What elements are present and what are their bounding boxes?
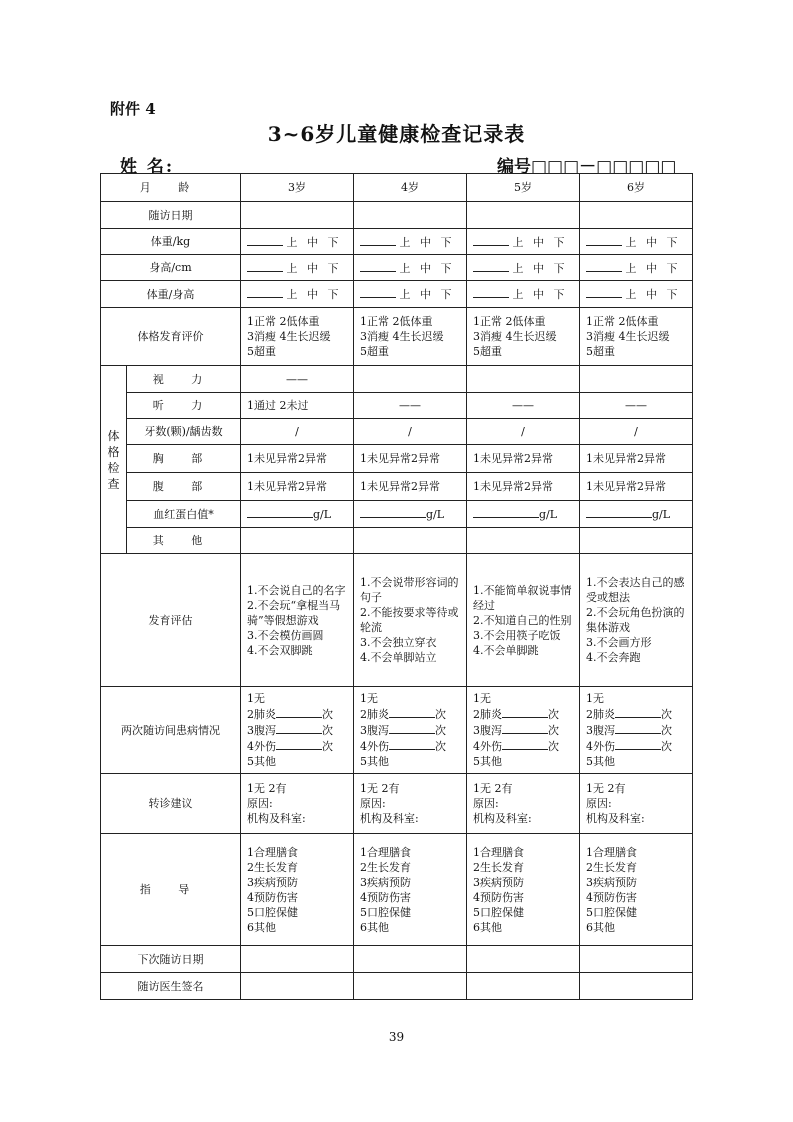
weight-height-field[interactable] <box>580 281 693 308</box>
vision-row <box>101 366 693 393</box>
page-number: 39 <box>388 1030 405 1044</box>
hearing-label: 听 力 <box>127 393 241 419</box>
height-field[interactable] <box>580 255 693 281</box>
exam-other-field[interactable] <box>241 528 354 554</box>
grade-options: 上 中 下 <box>625 288 681 301</box>
exam-other-field[interactable] <box>467 528 580 554</box>
illness-options[interactable]: 1无 2肺炎 次 3腹泻 次 4外伤 次 5其他 <box>580 687 693 774</box>
abdomen-field[interactable]: 1未见异常2异常 <box>241 473 354 501</box>
doctor-sign-label: 随访医生签名 <box>101 973 241 1000</box>
weight-height-field[interactable] <box>354 281 467 308</box>
chest-field[interactable]: 1未见异常2异常 <box>241 445 354 473</box>
physical-exam-group-label <box>101 366 127 554</box>
teeth-field[interactable]: / <box>241 419 354 445</box>
growth-eval-label: 体格发育评价 <box>101 308 241 366</box>
guidance-options[interactable]: 1合理膳食 2生长发育 3疾病预防 4预防伤害 5口腔保健 6其他 <box>467 834 580 946</box>
hemoglobin-field[interactable]: g/L <box>580 501 693 528</box>
height-row <box>101 255 693 281</box>
physical-exam-char: 检 <box>107 460 120 475</box>
grade-options: 上 中 下 <box>286 235 342 249</box>
visit-date-field[interactable] <box>580 202 693 229</box>
exam-other-row <box>101 528 693 554</box>
physical-exam-char: 体 <box>107 428 120 443</box>
abdomen-row <box>101 473 693 501</box>
teeth-field[interactable]: / <box>580 419 693 445</box>
chest-label: 胸 部 <box>127 445 241 473</box>
vision-3y: —— <box>241 366 354 393</box>
doctor-sign-field[interactable] <box>580 973 693 1000</box>
next-visit-field[interactable] <box>580 946 693 973</box>
grade-options: 上 中 下 <box>512 235 568 249</box>
hemoglobin-field[interactable]: g/L <box>241 501 354 528</box>
hearing-3y[interactable]: 1通过 2未过 <box>241 393 354 419</box>
teeth-field[interactable]: / <box>354 419 467 445</box>
guidance-options[interactable]: 1合理膳食 2生长发育 3疾病预防 4预防伤害 5口腔保健 6其他 <box>241 834 354 946</box>
weight-field[interactable] <box>241 229 354 255</box>
grade-options: 上 中 下 <box>512 261 568 275</box>
vision-label: 视 力 <box>127 366 241 393</box>
dev-eval-options-3y[interactable]: 1.不会说自己的名字 2.不会玩“拿棍当马骑”等假想游戏 3.不会模仿画圆 4.不会双脚跳 <box>241 554 354 687</box>
referral-options[interactable]: 1无 2有 原因: 机构及科室: <box>241 774 354 834</box>
weight-label: 体重/kg <box>101 229 241 255</box>
doctor-sign-field[interactable] <box>354 973 467 1000</box>
grade-options: 上 中 下 <box>512 288 568 301</box>
chest-field[interactable]: 1未见异常2异常 <box>580 445 693 473</box>
growth-eval-options[interactable]: 1正常 2低体重 3消瘦 4生长迟缓 5超重 <box>580 308 693 366</box>
visit-date-field[interactable] <box>241 202 354 229</box>
growth-eval-options[interactable]: 1正常 2低体重 3消瘦 4生长迟缓 5超重 <box>467 308 580 366</box>
next-visit-row <box>101 946 693 973</box>
grade-options: 上 中 下 <box>625 235 681 249</box>
weight-row <box>101 229 693 255</box>
weight-height-label: 体重/身高 <box>101 281 241 308</box>
abdomen-label: 腹 部 <box>127 473 241 501</box>
referral-options[interactable]: 1无 2有 原因: 机构及科室: <box>354 774 467 834</box>
guidance-options[interactable]: 1合理膳食 2生长发育 3疾病预防 4预防伤害 5口腔保健 6其他 <box>580 834 693 946</box>
teeth-row <box>101 419 693 445</box>
exam-other-label: 其 他 <box>127 528 241 554</box>
weight-field[interactable] <box>354 229 467 255</box>
exam-other-field[interactable] <box>580 528 693 554</box>
abdomen-field[interactable]: 1未见异常2异常 <box>580 473 693 501</box>
vision-field[interactable] <box>467 366 580 393</box>
grade-options: 上 中 下 <box>625 261 681 275</box>
grade-options: 上 中 下 <box>399 288 455 301</box>
height-field[interactable] <box>354 255 467 281</box>
exam-other-field[interactable] <box>354 528 467 554</box>
growth-eval-options[interactable]: 1正常 2低体重 3消瘦 4生长迟缓 5超重 <box>354 308 467 366</box>
illness-options[interactable]: 1无 2肺炎 次 3腹泻 次 4外伤 次 5其他 <box>354 687 467 774</box>
grade-options: 上 中 下 <box>399 261 455 275</box>
dev-eval-options-4y[interactable]: 1.不会说带形容词的句子 2.不能按要求等待或轮流 3.不会独立穿衣 4.不会单脚站立 <box>354 554 467 687</box>
teeth-field[interactable]: / <box>467 419 580 445</box>
hemoglobin-field[interactable]: g/L <box>467 501 580 528</box>
abdomen-field[interactable]: 1未见异常2异常 <box>467 473 580 501</box>
height-field[interactable] <box>241 255 354 281</box>
name-label: 姓 名: <box>120 157 175 177</box>
vision-field[interactable] <box>580 366 693 393</box>
grade-options: 上 中 下 <box>286 261 342 275</box>
hemoglobin-label: 血红蛋白值* <box>127 501 241 528</box>
physical-exam-char: 格 <box>107 444 120 459</box>
teeth-label: 牙数(颗)/龋齿数 <box>127 419 241 445</box>
dev-eval-options-6y[interactable]: 1.不会表达自己的感受或想法 2.不会玩角色扮演的集体游戏 3.不会画方形 4.不会奔跑 <box>580 554 693 687</box>
doctor-sign-field[interactable] <box>241 973 354 1000</box>
referral-options[interactable]: 1无 2有 原因: 机构及科室: <box>467 774 580 834</box>
abdomen-field[interactable]: 1未见异常2异常 <box>354 473 467 501</box>
age-row <box>101 174 693 202</box>
age-label: 月 龄 <box>101 174 241 202</box>
dev-eval-options-5y[interactable]: 1.不能简单叙说事情经过 2.不知道自己的性别 3.不会用筷子吃饭 4.不会单脚跳 <box>467 554 580 687</box>
next-visit-label: 下次随访日期 <box>101 946 241 973</box>
weight-height-field[interactable] <box>241 281 354 308</box>
hearing-na: —— <box>354 393 467 419</box>
chest-field[interactable]: 1未见异常2异常 <box>467 445 580 473</box>
referral-options[interactable]: 1无 2有 原因: 机构及科室: <box>580 774 693 834</box>
col-4y: 4岁 <box>354 174 467 202</box>
form-title: 3~6岁儿童健康检查记录表 <box>267 122 526 146</box>
referral-label: 转诊建议 <box>101 774 241 834</box>
doctor-sign-row <box>101 973 693 1000</box>
guidance-row <box>101 834 693 946</box>
weight-height-field[interactable] <box>467 281 580 308</box>
hearing-na: —— <box>580 393 693 419</box>
visit-date-row <box>101 202 693 229</box>
grade-options: 上 中 下 <box>399 235 455 249</box>
illness-row <box>101 687 693 774</box>
doctor-sign-field[interactable] <box>467 973 580 1000</box>
visit-date-field[interactable] <box>354 202 467 229</box>
chest-field[interactable]: 1未见异常2异常 <box>354 445 467 473</box>
height-field[interactable] <box>467 255 580 281</box>
referral-row <box>101 774 693 834</box>
hearing-na: —— <box>467 393 580 419</box>
illness-options[interactable]: 1无 2肺炎 次 3腹泻 次 4外伤 次 5其他 <box>241 687 354 774</box>
next-visit-field[interactable] <box>467 946 580 973</box>
chest-row <box>101 445 693 473</box>
dev-eval-label: 发育评估 <box>101 554 241 687</box>
col-6y: 6岁 <box>580 174 693 202</box>
attachment-label: 附件 4 <box>110 100 156 118</box>
illness-label: 两次随访间患病情况 <box>101 687 241 774</box>
guidance-label: 指 导 <box>101 834 241 946</box>
visit-date-label: 随访日期 <box>101 202 241 229</box>
guidance-options[interactable]: 1合理膳食 2生长发育 3疾病预防 4预防伤害 5口腔保健 6其他 <box>354 834 467 946</box>
growth-eval-row <box>101 308 693 366</box>
weight-height-row <box>101 281 693 308</box>
illness-options[interactable]: 1无 2肺炎 次 3腹泻 次 4外伤 次 5其他 <box>467 687 580 774</box>
physical-exam-char: 查 <box>107 476 120 491</box>
next-visit-field[interactable] <box>354 946 467 973</box>
col-5y: 5岁 <box>467 174 580 202</box>
next-visit-field[interactable] <box>241 946 354 973</box>
weight-field[interactable] <box>467 229 580 255</box>
growth-eval-options[interactable]: 1正常 2低体重 3消瘦 4生长迟缓 5超重 <box>241 308 354 366</box>
health-check-table <box>100 173 693 1000</box>
vision-field[interactable] <box>354 366 467 393</box>
hearing-row <box>101 393 693 419</box>
hemoglobin-field[interactable]: g/L <box>354 501 467 528</box>
dev-eval-row <box>101 554 693 687</box>
visit-date-field[interactable] <box>467 202 580 229</box>
hemoglobin-row <box>101 501 693 528</box>
code-label: 编号□□□－□□□□□ <box>497 157 677 177</box>
weight-field[interactable] <box>580 229 693 255</box>
col-3y: 3岁 <box>241 174 354 202</box>
grade-options: 上 中 下 <box>286 288 342 301</box>
height-label: 身高/cm <box>101 255 241 281</box>
